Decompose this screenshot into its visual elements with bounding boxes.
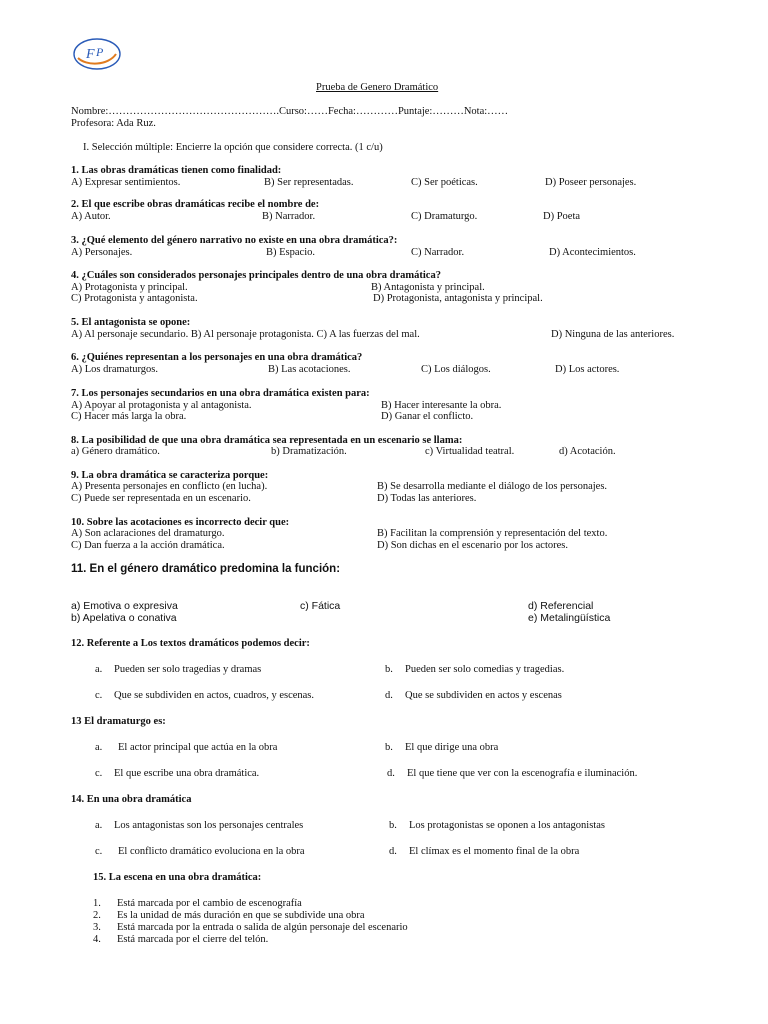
option-9d[interactable]: D) Todas las anteriores. <box>377 493 477 504</box>
option-15-3-num: 3. <box>93 922 101 933</box>
svg-text:F: F <box>86 47 95 62</box>
option-9b[interactable]: B) Se desarrolla mediante el diálogo de los personajes. <box>377 481 608 492</box>
question-12: 12. Referente a Los textos dramáticos podemos decir: <box>71 638 310 649</box>
option-8b[interactable]: b) Dramatización. <box>271 446 347 457</box>
question-4: 4. ¿Cuáles son considerados personajes principales dentro de una obra dramática? <box>71 270 441 281</box>
question-1: 1. Las obras dramáticas tienen como finalidad: <box>71 165 282 176</box>
option-10c[interactable]: C) Dan fuerza a la acción dramática. <box>71 540 225 551</box>
option-14c[interactable]: El conflicto dramático evoluciona en la obra <box>118 846 305 857</box>
option-10b[interactable]: B) Facilitan la comprensión y representación del texto. <box>377 528 608 539</box>
option-13d-letter: d. <box>387 768 395 779</box>
option-14d-letter: d. <box>389 846 397 857</box>
option-14a-letter: a. <box>95 820 103 831</box>
option-1a[interactable]: A) Expresar sentimientos. <box>71 177 181 188</box>
option-13a[interactable]: El actor principal que actúa en la obra <box>118 742 278 753</box>
option-11d[interactable]: d) Referencial <box>528 600 594 612</box>
question-5: 5. El antagonista se opone: <box>71 317 191 328</box>
option-3c[interactable]: C) Narrador. <box>411 247 465 258</box>
svg-text:P: P <box>96 45 104 59</box>
question-9: 9. La obra dramática se caracteriza porque: <box>71 470 269 481</box>
teacher-line: Profesora: Ada Ruz. <box>71 118 156 129</box>
student-info-line[interactable]: Nombre:………………………………………….Curso:……Fecha:…………Puntaje:………Nota:…… <box>71 106 509 117</box>
option-12d-letter: d. <box>385 690 393 701</box>
option-1c[interactable]: C) Ser poéticas. <box>411 177 478 188</box>
option-7a[interactable]: A) Apoyar al protagonista y al antagonista. <box>71 400 252 411</box>
option-2d[interactable]: D) Poeta <box>543 211 581 222</box>
option-8c[interactable]: c) Virtualidad teatral. <box>425 446 515 457</box>
option-10d[interactable]: D) Son dichas en el escenario por los actores. <box>377 540 568 551</box>
school-logo <box>72 36 122 72</box>
option-12b-letter: b. <box>385 664 393 675</box>
option-12c[interactable]: Que se subdividen en actos, cuadros, y escenas. <box>114 690 315 701</box>
question-8: 8. La posibilidad de que una obra dramática sea representada en un escenario se llama: <box>71 435 463 446</box>
option-2c[interactable]: C) Dramaturgo. <box>411 211 478 222</box>
option-15-3[interactable]: Está marcada por la entrada o salida de algún personaje del escenario <box>117 922 408 933</box>
option-15-4[interactable]: Está marcada por el cierre del telón. <box>117 934 269 945</box>
question-7: 7. Los personajes secundarios en una obra dramática existen para: <box>71 388 370 399</box>
option-1d[interactable]: D) Poseer personajes. <box>545 177 637 188</box>
option-4b[interactable]: B) Antagonista y principal. <box>371 282 485 293</box>
option-3b[interactable]: B) Espacio. <box>266 247 315 258</box>
option-5d[interactable]: D) Ninguna de las anteriores. <box>551 329 675 340</box>
option-3d[interactable]: D) Acontecimientos. <box>549 247 636 258</box>
option-13d[interactable]: El que tiene que ver con la escenografía e iluminación. <box>407 768 638 779</box>
option-15-2-num: 2. <box>93 910 101 921</box>
option-12d[interactable]: Que se subdividen en actos y escenas <box>405 690 562 701</box>
option-14d[interactable]: El clímax es el momento final de la obra <box>409 846 580 857</box>
question-13: 13 El dramaturgo es: <box>71 716 166 727</box>
option-15-1-num: 1. <box>93 898 101 909</box>
option-12a[interactable]: Pueden ser solo tragedias y dramas <box>114 664 262 675</box>
option-13b-letter: b. <box>385 742 393 753</box>
option-4a[interactable]: A) Protagonista y principal. <box>71 282 188 293</box>
option-14b[interactable]: Los protagonistas se oponen a los antagonistas <box>409 820 605 831</box>
option-11e[interactable]: e) Metalingüística <box>528 612 611 624</box>
option-1b[interactable]: B) Ser representadas. <box>264 177 354 188</box>
option-15-2[interactable]: Es la unidad de más duración en que se subdivide una obra <box>117 910 365 921</box>
option-12b[interactable]: Pueden ser solo comedias y tragedias. <box>405 664 565 675</box>
exam-title: Prueba de Genero Dramático <box>316 82 439 93</box>
option-14b-letter: b. <box>389 820 397 831</box>
question-2: 2. El que escribe obras dramáticas recibe el nombre de: <box>71 199 320 210</box>
option-13c[interactable]: El que escribe una obra dramática. <box>114 768 260 779</box>
question-15: 15. La escena en una obra dramática: <box>93 872 262 883</box>
option-15-1[interactable]: Está marcada por el cambio de escenografía <box>117 898 302 909</box>
option-13b[interactable]: El que dirige una obra <box>405 742 499 753</box>
option-13a-letter: a. <box>95 742 103 753</box>
question-14: 14. En una obra dramática <box>71 794 192 805</box>
option-10a[interactable]: A) Son aclaraciones del dramaturgo. <box>71 528 225 539</box>
option-6b[interactable]: B) Las acotaciones. <box>268 364 351 375</box>
option-7b[interactable]: B) Hacer interesante la obra. <box>381 400 502 411</box>
option-11a[interactable]: a) Emotiva o expresiva <box>71 600 178 612</box>
question-3: 3. ¿Qué elemento del género narrativo no existe en una obra dramática?: <box>71 235 398 246</box>
option-4c[interactable]: C) Protagonista y antagonista. <box>71 293 198 304</box>
option-14c-letter: c. <box>95 846 103 857</box>
question-6: 6. ¿Quiénes representan a los personajes en una obra dramática? <box>71 352 363 363</box>
option-3a[interactable]: A) Personajes. <box>71 247 133 258</box>
option-15-4-num: 4. <box>93 934 101 945</box>
option-7d[interactable]: D) Ganar el conflicto. <box>381 411 474 422</box>
option-6d[interactable]: D) Los actores. <box>555 364 620 375</box>
section-instructions: I. Selección múltiple: Encierre la opción que considere correcta. (1 c/u) <box>83 142 383 153</box>
option-6a[interactable]: A) Los dramaturgos. <box>71 364 158 375</box>
option-9a[interactable]: A) Presenta personajes en conflicto (en lucha). <box>71 481 268 492</box>
option-6c[interactable]: C) Los diálogos. <box>421 364 491 375</box>
option-9c[interactable]: C) Puede ser representada en un escenario. <box>71 493 251 504</box>
option-11b[interactable]: b) Apelativa o conativa <box>71 612 177 624</box>
option-11c[interactable]: c) Fática <box>300 600 341 612</box>
option-14a[interactable]: Los antagonistas son los personajes centrales <box>114 820 304 831</box>
option-8d[interactable]: d) Acotación. <box>559 446 616 457</box>
option-13c-letter: c. <box>95 768 103 779</box>
option-12c-letter: c. <box>95 690 103 701</box>
option-7c[interactable]: C) Hacer más larga la obra. <box>71 411 187 422</box>
option-12a-letter: a. <box>95 664 103 675</box>
question-10: 10. Sobre las acotaciones es incorrecto decir que: <box>71 517 290 528</box>
option-2b[interactable]: B) Narrador. <box>262 211 316 222</box>
option-5abc[interactable]: A) Al personaje secundario. B) Al personaje protagonista. C) A las fuerzas del mal. <box>71 329 420 340</box>
question-11: 11. En el género dramático predomina la función: <box>71 563 341 575</box>
option-4d[interactable]: D) Protagonista, antagonista y principal. <box>373 293 543 304</box>
option-2a[interactable]: A) Autor. <box>71 211 111 222</box>
option-8a[interactable]: a) Género dramático. <box>71 446 160 457</box>
